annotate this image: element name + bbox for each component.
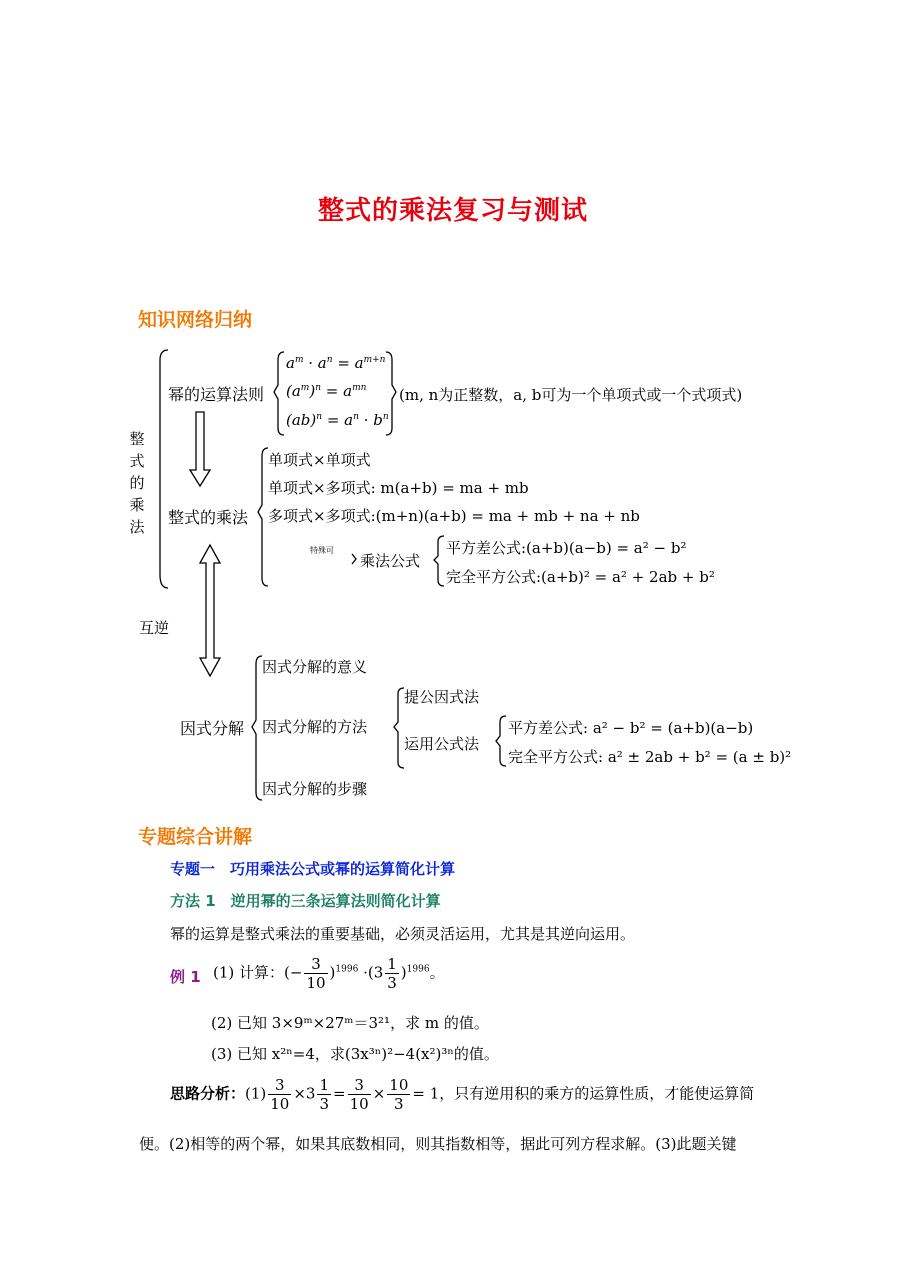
power-condition: (m, n为正整数，a, b可为一个单项式或一个式项式) <box>399 386 743 404</box>
mult-1: 单项式×单项式 <box>268 451 371 469</box>
ex1-prefix: (1) 计算： <box>213 963 285 982</box>
mult-label: 整式的乘法 <box>168 508 249 527</box>
example-1-part-3: (3) 已知 x²ⁿ=4，求(3x³ⁿ)²−4(x²)³ⁿ的值。 <box>211 1045 499 1063</box>
factor-2: 因式分解的方法 <box>262 718 368 736</box>
method-brace <box>394 688 404 768</box>
formula-1: 平方差公式:(a+b)(a−b) = a² − b² <box>446 539 687 557</box>
fraction-3-10: $\frac{3}{10}$ <box>306 955 326 992</box>
paragraph-1: 幂的运算是整式乘法的重要基础，必须灵活运用，尤其是其逆向运用。 <box>170 925 636 943</box>
method-1-heading: 方法 1 逆用幂的三条运算法则简化计算 <box>170 892 441 910</box>
analysis-line-2: 便。(2)相等的两个幂，如果其底数相同，则其指数相等，据此可列方程求解。(3)此题关键 <box>139 1135 737 1153</box>
factor-1: 因式分解的意义 <box>262 658 368 676</box>
analysis-line-1: 思路分析：(1) $\frac{3}{10}$ ×3 $\frac{1}{3}$ = $\frac{3}{10}$ × $\frac{10}{3}$ = 1，只有逆用积的乘方的运算性质，才能使运算简 <box>170 1076 755 1113</box>
analysis-label: 思路分析： <box>170 1084 246 1103</box>
page-title: 整式的乘法复习与测试 <box>318 196 589 226</box>
double-arrow <box>200 545 220 676</box>
power-brace <box>274 352 284 435</box>
special-small-label: 特殊可 <box>310 546 334 555</box>
analysis-text-1: ，只有逆用积的乘方的运算性质，才能使运算简 <box>439 1084 755 1103</box>
section-heading-knowledge: 知识网络归纳 <box>138 309 253 331</box>
factor-3: 因式分解的步骤 <box>262 780 368 798</box>
ex1-exponent-b: 1996 <box>406 964 430 975</box>
ex1-exponent-a: 1996 <box>335 964 359 975</box>
method-formula-1: 平方差公式: a² − b² = (a+b)(a−b) <box>508 719 754 737</box>
vertical-label <box>127 428 147 538</box>
mult-3: 多项式×多项式:(m+n)(a+b) = ma + mb + na + nb <box>268 507 640 525</box>
formula-2: 完全平方公式:(a+b)² = a² + 2ab + b² <box>446 568 715 586</box>
formula-brace <box>434 536 444 586</box>
inverse-label: 互逆 <box>139 619 170 637</box>
example-label: 例 1 <box>170 968 201 986</box>
mult-2: 单项式×多项式: m(a+b) = ma + mb <box>268 479 529 497</box>
method-2: 运用公式法 <box>404 735 480 753</box>
small-arrow <box>352 554 356 564</box>
power-rule-2: $(a^m)^n = a^{mn}$ <box>286 382 367 400</box>
method-formula-2: 完全平方公式: a² ± 2ab + b² = (a ± b)² <box>508 748 792 766</box>
topic-1-heading: 专题一 巧用乘法公式或幂的运算简化计算 <box>170 860 456 878</box>
power-rules-label: 幂的运算法则 <box>168 385 265 404</box>
example-1-part-2: (2) 已知 3×9ᵐ×27ᵐ＝3²¹，求 m 的值。 <box>211 1014 489 1032</box>
main-brace <box>160 350 168 588</box>
method-formula-brace <box>496 716 506 766</box>
method-1: 提公因式法 <box>404 688 480 706</box>
factor-brace <box>252 656 262 800</box>
down-arrow <box>190 412 210 486</box>
example-1-part-1: (1) 计算：(− $\frac{3}{10}$ )$^{1996}$ ·(3 $\frac{1}{3}$ )$^{1996}$。 <box>213 955 445 992</box>
power-rule-1: $a^m \cdot a^n = a^{m+n}$ <box>286 354 386 372</box>
section-heading-topics: 专题综合讲解 <box>138 826 253 848</box>
formula-label: 乘法公式 <box>360 552 421 570</box>
vertical-label-text: 整 式 的 乘 法 <box>129 430 145 536</box>
mult-brace <box>258 448 268 586</box>
power-rule-3: $(ab)^n = a^n \cdot b^n$ <box>286 411 389 429</box>
fraction-1-3: $\frac{1}{3}$ <box>387 955 397 992</box>
factor-label: 因式分解 <box>180 719 245 738</box>
